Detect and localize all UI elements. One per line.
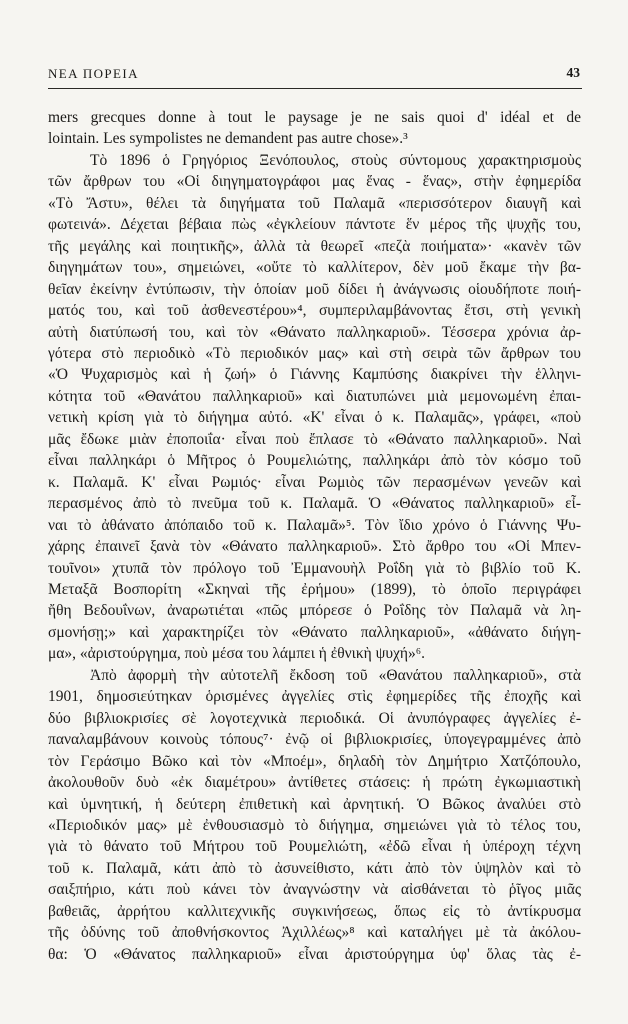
- text-line: mers grecques donne à tout le paysage je ne sais quoi d' idéal et de: [48, 109, 581, 126]
- page-number: 43: [566, 65, 580, 80]
- text-line: τῶν ἄρθρων του «Οἱ διηγηματογράφοι μας ἕνας - ἕνας», στὴν ἐφημερίδα: [48, 173, 581, 191]
- text-line: αὐτὴ διατύπωσή του, καὶ τὸν «Θάνατο παλληκαριοῦ». Τέσσερα χρόνια ἀρ-: [48, 323, 581, 341]
- text-line: μα», «ἀριστούργημα, ποὺ μέσα του λάμπει ἡ ἐθνικὴ ψυχή»⁶.: [48, 645, 426, 663]
- text-line: Ἀπὸ ἀφορμὴ τὴν αὐτοτελῆ ἔκδοση τοῦ «Θανάτου παλληκαριοῦ», στὰ: [90, 666, 581, 684]
- text-line: εἶναι παλληκάρι ὁ Μῆτρος ὁ Ρουμελιώτης, παλληκάρι ἀπὸ τὸν κόσμο τοῦ: [48, 452, 581, 470]
- text-line: «Περιοδικόν μας» μὲ ἐνθουσιασμὸ τὸ διήγημα, σημειώνει γιὰ τὸ τέλος του,: [48, 816, 581, 834]
- text-line: μᾶς ἔδωκε μιὰν ἐποποιΐα· εἶναι ποὺ ἔπλασε τὸ «Θάνατο παλληκαριοῦ». Ναὶ: [48, 430, 581, 448]
- article-body: [48, 107, 581, 965]
- text-line: καὶ ὑμνητική, ἡ δεύτερη ἐπιθετικὴ καὶ ἀρνητική. Ὁ Βῶκος ἀναλύει στὸ: [48, 795, 581, 813]
- text-line: κότητα τοῦ «Θανάτου παλληκαριοῦ» καὶ διατυπώνει μιὰ μεμονωμένη ἐπαι-: [48, 387, 581, 405]
- text-line: τὸν Γεράσιμο Βῶκο καὶ τὸν «Μποέμ», δηλαδὴ τὸν Δημήτριο Χατζόπουλο,: [48, 752, 581, 770]
- text-line: γιὰ τὸ θάνατο τοῦ Μήτρου τοῦ Ρουμελιώτη, «ἐδῶ εἶναι ἡ ὑπέροχη τέχνη: [48, 838, 581, 856]
- text-line: τῆς μεγάλης καὶ ποιητικῆς», ἀλλὰ τὰ θεωρεῖ «πεζὰ ποιήματα»· «κανὲν τῶν: [48, 237, 581, 255]
- text-line: τουῖνοι» χτυπᾶ τὸν πρόλογο τοῦ Ἐμμανουὴλ Ροΐδη γιὰ τὸ βιβλίο τοῦ Κ.: [48, 559, 581, 577]
- text-line: ἤθη Βεδουΐνων, ἀναρωτιέται «πῶς μπόρεσε ὁ Ροΐδης τὸν Παλαμᾶ νὰ λη-: [48, 602, 581, 620]
- text-line: τῆς ὀδύνης τοῦ ἀποθνήσκοντος Ἀχιλλέως»⁸ καὶ καταλήγει μὲ τὰ ἀκόλου-: [48, 924, 581, 942]
- text-line: θα: Ὁ «Θάνατος παλληκαριοῦ» εἶναι ἀριστούργημα ὑφ' ὅλας τὰς ἐ-: [48, 945, 581, 963]
- text-line: περασμένος ἀπὸ τὸ πνεῦμα τοῦ κ. Παλαμᾶ. Ὁ «Θάνατος παλληκαριοῦ» εἶ-: [48, 495, 581, 513]
- text-line: νετικὴ κρίση γιὰ τὸ διήγημα αὐτό. «Κ' εἶναι ὁ κ. Παλαμᾶς», γράφει, «ποὺ: [48, 409, 581, 427]
- text-line: lointain. Les sympolistes ne demandent pas autre chose».³: [48, 130, 408, 148]
- text-line: δύο βιβλιοκρισίες σὲ λογοτεχνικὰ περιοδικά. Οἱ ἀνυπόγραφες ἀγγελίες ἐ-: [48, 709, 581, 727]
- text-line: διηγημάτων του», σημειώνει, «οὔτε τὸ καλλίτερον, δὲν μοῦ ἔκαμε τὴν βα-: [48, 259, 581, 277]
- page-header: [48, 64, 582, 89]
- text-line: «Ὁ Ψυχαρισμὸς καὶ ἡ ζωή» ὁ Γιάννης Καμπύσης διακρίνει τὴν ἑλληνι-: [48, 366, 581, 384]
- text-line: 1901, δημοσιεύτηκαν ὁρισμένες ἀγγελίες στὶς ἐφημερίδες τῆς ἐποχῆς καὶ: [48, 688, 581, 706]
- text-line: παναλαμβάνουν κοινοὺς τόπους⁷· ἐνῷ οἱ βιβλιοκρισίες, ὑπογεγραμμένες ἀπὸ: [48, 731, 581, 749]
- text-line: κ. Παλαμᾶ. Κ' εἶναι Ρωμιός· εἶναι Ρωμιὸς τῶν περασμένων γενεῶν καὶ: [48, 473, 581, 491]
- text-line: «Τὸ Ἄστυ», θέλει τὰ διηγήματα τοῦ Παλαμᾶ «περισσότερον διαυγῆ καὶ: [48, 194, 581, 212]
- text-line: σαιξπήριο, κάτι ποὺ κάνει τὸν ἀναγνώστην νὰ αἰσθάνεται τὸ ῥῖγος μιᾶς: [48, 881, 581, 899]
- text-line: σμονήσῃ;» καὶ χαρακτηρίζει τὸν «Θάνατο παλληκαριοῦ», «ἀθάνατο διήγη-: [48, 623, 581, 641]
- text-line: ἀκολουθοῦν δυὸ «ἐκ διαμέτρου» ἀντίθετες στάσεις: ἡ πρώτη ἐγκωμιαστικὴ: [48, 774, 581, 792]
- paragraph: [48, 150, 581, 665]
- text-line: γότερα στὸ περιοδικὸ «Τὸ περιοδικόν μας» καὶ στὴ σειρὰ τῶν ἄρθρων του: [48, 344, 581, 362]
- paragraph: [48, 665, 581, 965]
- text-line: βαθειᾶς, ἀρρήτου καλλιτεχνικῆς συγκινήσεως, ὅπως εἰς τὸ ἀντίκρυσμα: [48, 902, 581, 920]
- text-line: ματός του, καὶ τοῦ ἀσθενεστέρου»⁴, συμπεριλαμβάνοντας ἔτσι, στὴ γενικὴ: [48, 302, 581, 320]
- text-line: θεῖαν ἐκείνην ἐντύπωσιν, τὴν ὁποίαν μοῦ δίδει ἡ ἀνάγνωσις οἱουδήποτε ποιή-: [48, 280, 581, 298]
- text-line: Τὸ 1896 ὁ Γρηγόριος Ξενόπουλος, στοὺς σύντομους χαρακτηρισμοὺς: [90, 151, 581, 169]
- text-line: χάρης ἐπαινεῖ ξανὰ τὸν «Θάνατο παλληκαριοῦ». Στὸ ἄρθρο του «Οἱ Μπεν-: [48, 538, 581, 556]
- paragraph: [48, 107, 581, 150]
- text-line: φωτεινά». Δέχεται βέβαια πὼς «ἐγκλείουν πάντοτε ἕν μέρος τῆς ψυχῆς του,: [48, 216, 581, 234]
- text-line: Μεταξᾶ Βοσπορίτη «Σκηναὶ τῆς ἐρήμου» (1899), τὸ ὁποῖο περιγράφει: [48, 580, 581, 598]
- text-line: τοῦ κ. Παλαμᾶ, κάτι ἀπὸ τὸ ἀσυνείθιστο, κάτι ἀπὸ τὸν ὑψηλὸν καὶ τὸ: [48, 859, 581, 877]
- running-head-title: ΝΕΑ ΠΟΡΕΙΑ: [48, 66, 139, 81]
- text-line: ναι τὸ ἀθάνατο ἀπόπαιδο τοῦ κ. Παλαμᾶ»⁵. Τὸν ἴδιο χρόνο ὁ Γιάννης Ψυ-: [48, 516, 581, 534]
